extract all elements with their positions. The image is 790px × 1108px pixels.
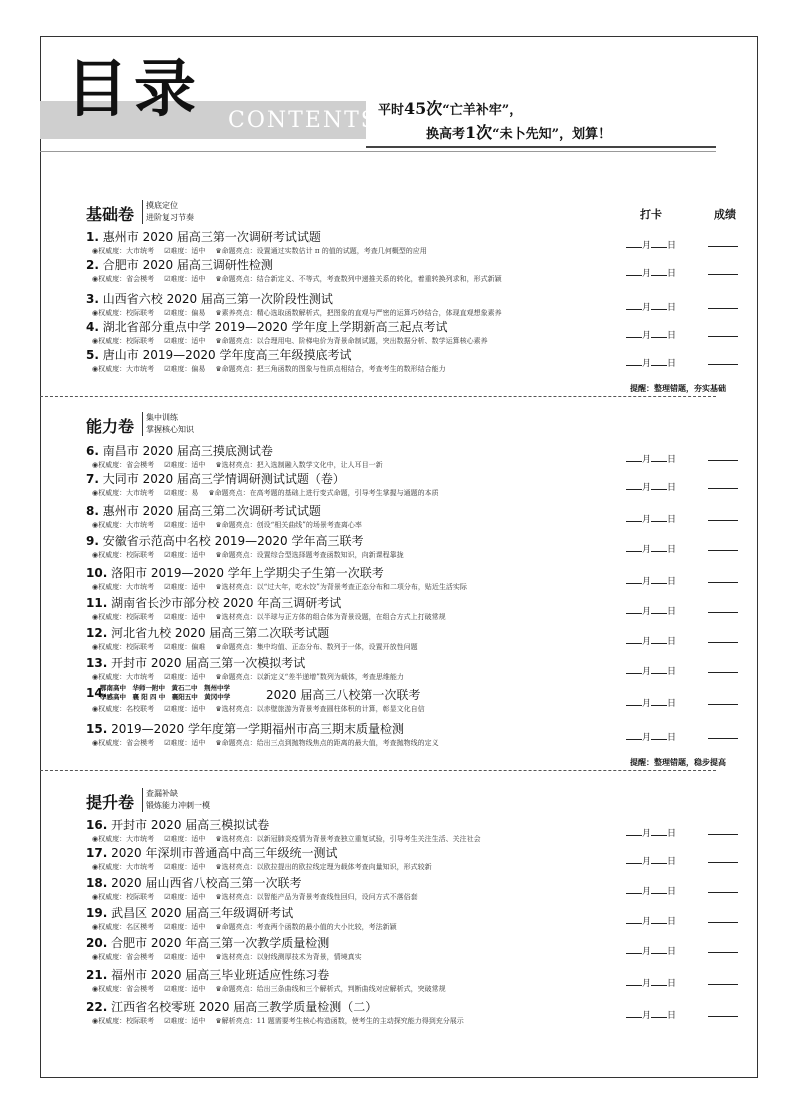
entry-meta [92, 738, 449, 748]
entry-title: 12. 河北省九校 2020 届高三第二次联考试题 [86, 626, 330, 640]
score-blank[interactable] [708, 308, 738, 309]
entry-meta [92, 460, 393, 470]
section-note-ability: 提醒：整理错题，稳步提高 [630, 757, 726, 767]
entry-meta [92, 922, 407, 932]
entry-meta [92, 892, 428, 902]
highlight-label: ♛命题亮点：设置通过实数估计 π 的值的试题，考查几何概型的应用 [215, 247, 427, 255]
entry-title: 8. 惠州市 2020 届高三第二次调研考试试题 [86, 504, 321, 518]
entry-meta [92, 834, 491, 844]
checkin-date-blank[interactable]: 月 日 [626, 884, 676, 897]
checkin-date-blank[interactable]: 月 日 [626, 634, 676, 647]
difficulty-label: ☑难度：适中 [164, 1017, 206, 1025]
difficulty-label: ☑难度：适中 [164, 551, 206, 559]
highlight-label: ♛命题亮点：集中均值、正态分布、数列于一体，设置开放性问题 [215, 643, 418, 651]
checkin-date-blank[interactable]: 月 日 [626, 914, 676, 927]
header-rule-thin [40, 151, 716, 152]
contents-label: CONTENTS [228, 108, 378, 133]
authority-label: ◉权威度：大市统考 [92, 863, 155, 871]
tagline-line1: 平时45次“亡羊补牢”， [378, 99, 523, 118]
highlight-label: ♛选材亮点：以半球与正方体的组合体为背景设题，在组合方式上打破常规 [215, 613, 446, 621]
difficulty-label: ☑难度：适中 [164, 521, 206, 529]
entry-meta [92, 862, 442, 872]
entry-title: 9. 安徽省示范高中名校 2019—2020 学年高三联考 [86, 534, 364, 548]
difficulty-label: ☑难度：适中 [164, 613, 206, 621]
authority-label: ◉权威度：校际联考 [92, 309, 155, 317]
difficulty-label: ☑难度：适中 [164, 835, 206, 843]
entry-meta [92, 612, 456, 622]
entry-title: 2. 合肥市 2020 届高三调研性检测 [86, 258, 273, 272]
checkin-date-blank[interactable]: 月 日 [626, 696, 676, 709]
highlight-label: ♛命题亮点：以新定义“差半递增”数列为载体，考查思维能力 [215, 673, 404, 681]
toc-entry[interactable] [86, 686, 706, 720]
authority-label: ◉权威度：大市统考 [92, 489, 155, 497]
difficulty-label: ☑难度：偏易 [164, 365, 206, 373]
highlight-label: ♛选材亮点：把入选制融入数学文化中，让人耳目一新 [215, 461, 383, 469]
entry-title: 16. 开封市 2020 届高三模拟试卷 [86, 818, 270, 832]
checkin-date-blank[interactable]: 月 日 [626, 300, 676, 313]
entry-meta [92, 1016, 474, 1026]
authority-label: ◉权威度：校际联考 [92, 613, 155, 621]
toc-entry[interactable] [86, 624, 706, 658]
difficulty-label: ☑难度：适中 [164, 705, 206, 713]
authority-label: ◉权威度：大市统考 [92, 583, 155, 591]
score-blank[interactable] [708, 246, 738, 247]
score-blank[interactable] [708, 520, 738, 521]
toc-entry[interactable] [86, 594, 706, 628]
difficulty-label: ☑难度：易 [164, 489, 199, 497]
toc-entry[interactable] [86, 720, 706, 754]
authority-label: ◉权威度：大市统考 [92, 365, 155, 373]
toc-entry[interactable] [86, 966, 706, 1000]
highlight-label: ♛命题亮点：把三角函数的图象与性质点相结合，考查考生的数形结合能力 [215, 365, 446, 373]
score-blank[interactable] [708, 984, 738, 985]
toc-entry[interactable] [86, 998, 706, 1032]
entry-title: 13. 开封市 2020 届高三第一次模拟考试 [86, 656, 306, 670]
highlight-label: ♛选材亮点：以欧拉提出的欧拉线定理为载体考查向量知识，形式较新 [215, 863, 432, 871]
score-blank[interactable] [708, 460, 738, 461]
toc-entry[interactable] [86, 346, 706, 380]
entry-meta [92, 246, 437, 256]
entry-meta [92, 274, 512, 284]
difficulty-label: ☑难度：适中 [164, 985, 206, 993]
authority-label: ◉权威度：名区模考 [92, 923, 155, 931]
section-title-basic: 基础卷 [86, 205, 135, 224]
checkin-date-blank[interactable]: 月 日 [626, 976, 676, 989]
entry-title: 20. 合肥市 2020 年高三第一次教学质量检测 [86, 936, 330, 950]
entry-title: 1. 惠州市 2020 届高三第一次调研考试试题 [86, 230, 321, 244]
score-blank[interactable] [708, 704, 738, 705]
entry-meta [92, 364, 456, 374]
section-subtitle-advanced: 查漏补缺 锻炼能力冲刺一模 [142, 788, 210, 812]
column-checkin: 打卡 [640, 208, 662, 221]
checkin-date-blank[interactable]: 月 日 [626, 266, 676, 279]
highlight-label: ♛选材亮点：以射线测厚技术为背景，情境真实 [215, 953, 362, 961]
authority-label: ◉权威度：大市统考 [92, 521, 155, 529]
difficulty-label: ☑难度：适中 [164, 863, 206, 871]
difficulty-label: ☑难度：适中 [164, 337, 206, 345]
score-blank[interactable] [708, 834, 738, 835]
highlight-label: ♛命题亮点：在高考题的基础上进行变式命题，引导考生掌握与通题的本质 [208, 489, 439, 497]
toc-entry[interactable] [86, 502, 706, 536]
school-list: 鄂南高中 华师一附中 黄石二中 荆州中学 孝感高中 襄 阳 四 中 襄阳五中 黄冈中学 [100, 684, 231, 701]
toc-entry[interactable] [86, 844, 706, 878]
highlight-label: ♛解析亮点：11 题需要考生核心构造函数，使考生的主动探究能力得到充分展示 [215, 1017, 464, 1025]
difficulty-label: ☑难度：适中 [164, 247, 206, 255]
highlight-label: ♛命题亮点：创设“相关曲线”的场景考查离心率 [215, 521, 362, 529]
entry-meta [92, 642, 428, 652]
toc-entry[interactable] [86, 256, 706, 290]
authority-label: ◉权威度：省会模考 [92, 275, 155, 283]
toc-entry[interactable] [86, 470, 706, 504]
difficulty-label: ☑难度：适中 [164, 275, 206, 283]
difficulty-label: ☑难度：适中 [164, 893, 206, 901]
entry-meta [92, 582, 477, 592]
score-blank[interactable] [708, 892, 738, 893]
score-blank[interactable] [708, 336, 738, 337]
authority-label: ◉权威度：名校联考 [92, 705, 155, 713]
entry-title: 10. 洛阳市 2019—2020 学年上学期尖子生第一次联考 [86, 566, 384, 580]
score-blank[interactable] [708, 274, 738, 275]
highlight-label: ♛命题亮点：结合新定义、不等式，考查数列中递推关系的转化，着重转换列求和，形式新颖 [215, 275, 502, 283]
entry-title: 22. 江西省名校零班 2020 届高三教学质量检测（二） [86, 1000, 378, 1014]
authority-label: ◉权威度：大市统考 [92, 673, 155, 681]
toc-entry[interactable] [86, 654, 706, 688]
entry-title: 7. 大同市 2020 届高三学情调研测试试题（卷） [86, 472, 345, 486]
score-blank[interactable] [708, 738, 738, 739]
toc-entry[interactable] [86, 564, 706, 598]
authority-label: ◉权威度：省会模考 [92, 739, 155, 747]
authority-label: ◉权威度：大市统考 [92, 835, 155, 843]
checkin-date-blank[interactable]: 月 日 [626, 664, 676, 677]
checkin-date-blank[interactable]: 月 日 [626, 854, 676, 867]
highlight-label: ♛命题亮点：设置综合型选择题考查函数知识，向新课程靠拢 [215, 551, 404, 559]
authority-label: ◉权威度：大市统考 [92, 247, 155, 255]
highlight-label: ♛素养亮点：精心选取函数解析式，把图象的直观与严密的运算巧妙结合，体现直观想象素养 [215, 309, 502, 317]
difficulty-label: ☑难度：适中 [164, 739, 206, 747]
entry-meta [92, 488, 449, 498]
checkin-date-blank[interactable]: 月 日 [626, 944, 676, 957]
highlight-label: ♛选材亮点：以“过大年，吃水饺”为背景考查正态分布和二项分布，贴近生活实际 [215, 583, 467, 591]
section-subtitle-ability: 集中训练 掌握核心知识 [142, 412, 194, 436]
entry-meta [92, 952, 372, 962]
score-blank[interactable] [708, 550, 738, 551]
entry-title: 6. 南昌市 2020 届高三摸底测试卷 [86, 444, 273, 458]
checkin-date-blank[interactable]: 月 日 [626, 480, 676, 493]
authority-label: ◉权威度：省会模考 [92, 461, 155, 469]
checkin-date-blank[interactable]: 月 日 [626, 328, 676, 341]
entry-title: 3. 山西省六校 2020 届高三第一次阶段性测试 [86, 292, 333, 306]
highlight-label: ♛选材亮点：以赤壁旅游为背景考查圆柱体积的计算，彰显文化自信 [215, 705, 425, 713]
authority-label: ◉权威度：校际联考 [92, 893, 155, 901]
difficulty-label: ☑难度：适中 [164, 461, 206, 469]
score-blank[interactable] [708, 582, 738, 583]
checkin-date-blank[interactable]: 月 日 [626, 356, 676, 369]
authority-label: ◉权威度：校际联考 [92, 643, 155, 651]
entry-title: 4. 湖北省部分重点中学 2019—2020 学年度上学期新高三起点考试 [86, 320, 448, 334]
entry-meta [92, 984, 456, 994]
highlight-label: ♛选材亮点：以新冠肺炎疫情为背景考查独立重复试验，引导考生关注生活、关注社会 [215, 835, 481, 843]
score-blank[interactable] [708, 612, 738, 613]
tagline-line2: 换高考1次“未卜先知”，划算！ [426, 123, 612, 142]
score-blank[interactable] [708, 862, 738, 863]
section-divider [40, 396, 716, 397]
header-rule [366, 146, 716, 148]
entry-title: 11. 湖南省长沙市部分校 2020 年高三调研考试 [86, 596, 342, 610]
section-title-ability: 能力卷 [86, 417, 135, 436]
score-blank[interactable] [708, 364, 738, 365]
checkin-date-blank[interactable]: 月 日 [626, 512, 676, 525]
entry-title: 18. 2020 届山西省八校高三第一次联考 [86, 876, 302, 890]
difficulty-label: ☑难度：适中 [164, 583, 206, 591]
checkin-date-blank[interactable]: 月 日 [626, 730, 676, 743]
score-blank[interactable] [708, 672, 738, 673]
highlight-label: ♛命题亮点：考查两个函数的最小值的大小比较，考法新颖 [215, 923, 397, 931]
section-title-advanced: 提升卷 [86, 793, 135, 812]
toc-entry[interactable] [86, 874, 706, 908]
difficulty-label: ☑难度：适中 [164, 953, 206, 961]
entry-title: 19. 武昌区 2020 届高三年级调研考试 [86, 906, 294, 920]
toc-entry[interactable] [86, 934, 706, 968]
entry-title: 5. 唐山市 2019—2020 学年度高三年级摸底考试 [86, 348, 352, 362]
authority-label: ◉权威度：校际联考 [92, 551, 155, 559]
checkin-date-blank[interactable]: 月 日 [626, 826, 676, 839]
difficulty-label: ☑难度：偏易 [164, 309, 206, 317]
entry-title: 17. 2020 年深圳市普通高中高三年级统一测试 [86, 846, 338, 860]
highlight-label: ♛命题亮点：给出三点到抛物线焦点的距离的最大值，考查抛物线的定义 [215, 739, 439, 747]
authority-label: ◉权威度：校际联考 [92, 1017, 155, 1025]
entry-meta [92, 704, 435, 714]
section-divider [40, 770, 716, 771]
highlight-label: ♛命题亮点：以合理用电、阶梯电价为背景命制试题，突出数据分析、数学运算核心素养 [215, 337, 488, 345]
entry-title: 21. 福州市 2020 届高三毕业班适应性练习卷 [86, 968, 330, 982]
highlight-label: ♛选材亮点：以智能产品为背景考查线性回归，设问方式不落俗套 [215, 893, 418, 901]
checkin-date-blank[interactable]: 月 日 [626, 452, 676, 465]
toc-entry[interactable] [86, 532, 706, 566]
entry-title: 14. [86, 686, 108, 700]
entry-meta [92, 308, 512, 318]
score-blank[interactable] [708, 488, 738, 489]
checkin-date-blank[interactable]: 月 日 [626, 1008, 676, 1021]
difficulty-label: ☑难度：偏难 [164, 643, 206, 651]
entry-meta [92, 336, 498, 346]
score-blank[interactable] [708, 1016, 738, 1017]
toc-entry[interactable] [86, 904, 706, 938]
authority-label: ◉权威度：省会模考 [92, 953, 155, 961]
checkin-date-blank[interactable]: 月 日 [626, 574, 676, 587]
score-blank[interactable] [708, 922, 738, 923]
section-subtitle-basic: 摸底定位 进阶复习节奏 [142, 200, 194, 224]
entry-meta [92, 672, 414, 682]
authority-label: ◉权威度：省会模考 [92, 985, 155, 993]
entry-title-text: 2020 届高三八校第一次联考 [266, 688, 421, 702]
difficulty-label: ☑难度：适中 [164, 673, 206, 681]
checkin-date-blank[interactable]: 月 日 [626, 604, 676, 617]
entry-meta [92, 520, 372, 530]
difficulty-label: ☑难度：适中 [164, 923, 206, 931]
page-title: 目录 [66, 52, 203, 125]
highlight-label: ♛命题亮点：给出三条曲线和三个解析式，判断曲线对应解析式，突破常规 [215, 985, 446, 993]
entry-title: 15. 2019—2020 学年度第一学期福州市高三期末质量检测 [86, 722, 404, 736]
checkin-date-blank[interactable]: 月 日 [626, 238, 676, 251]
checkin-date-blank[interactable]: 月 日 [626, 542, 676, 555]
score-blank[interactable] [708, 642, 738, 643]
authority-label: ◉权威度：校际联考 [92, 337, 155, 345]
score-blank[interactable] [708, 952, 738, 953]
entry-meta [92, 550, 414, 560]
column-score: 成绩 [714, 208, 736, 221]
section-note-basic: 提醒：整理错题，夯实基础 [630, 383, 726, 393]
